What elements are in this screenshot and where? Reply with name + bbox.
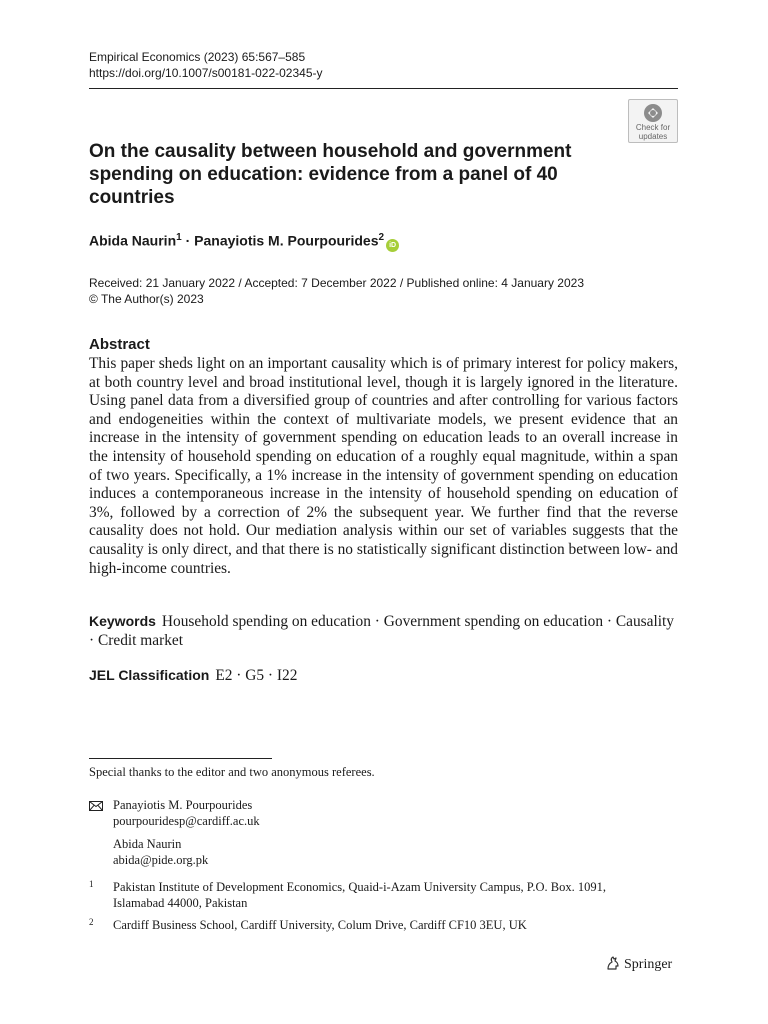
affiliation-text: Cardiff Business School, Cardiff University, Colum Drive, Cardiff CF10 3EU, UK bbox=[113, 918, 527, 932]
affiliation-number: 1 bbox=[89, 879, 94, 889]
affiliation-sup: 2 bbox=[378, 232, 385, 243]
affiliation-text: Pakistan Institute of Development Economics, Quaid-i-Azam University Campus, P.O. Box. 1091, Islamabad 44000, Pakistan bbox=[113, 880, 606, 910]
header-rule bbox=[89, 88, 678, 89]
paper-title: On the causality between household and government spending on education: evidence from a panel of 40 countries bbox=[89, 141, 572, 208]
copyright-line: © The Author(s) 2023 bbox=[89, 292, 204, 306]
publisher-name: Springer bbox=[624, 957, 673, 972]
keywords-text: Household spending on education · Government spending on education · Causality · Credit market bbox=[89, 613, 674, 649]
contact-name: Abida Naurin bbox=[113, 837, 182, 851]
jel-section bbox=[89, 667, 297, 685]
check-for-updates-badge[interactable] bbox=[628, 99, 678, 143]
footnote-rule bbox=[89, 758, 272, 759]
history-line: Received: 21 January 2022 / Accepted: 7 December 2022 / Published online: 4 January 2023 bbox=[89, 276, 584, 290]
publication-dates bbox=[89, 275, 584, 307]
crossmark-icon bbox=[642, 103, 664, 123]
keywords-section bbox=[89, 612, 678, 650]
keywords-label: Keywords bbox=[89, 613, 156, 629]
author-separator: · bbox=[181, 232, 195, 249]
affiliation-sup: 1 bbox=[176, 232, 182, 243]
affiliation-2 bbox=[89, 917, 649, 933]
doi-link[interactable]: https://doi.org/10.1007/s00181-022-02345-y bbox=[89, 66, 323, 80]
author-list bbox=[89, 232, 399, 252]
affiliation-1 bbox=[89, 879, 649, 911]
author-name[interactable]: Panayiotis M. Pourpourides bbox=[194, 232, 379, 249]
badge-text-2: updates bbox=[638, 132, 668, 141]
abstract-heading: Abstract bbox=[89, 336, 150, 353]
orcid-icon[interactable]: iD bbox=[386, 239, 399, 252]
jel-codes: E2 · G5 · I22 bbox=[215, 667, 298, 684]
badge-text-1: Check for bbox=[635, 123, 671, 132]
envelope-icon bbox=[89, 801, 103, 811]
abstract-text: This paper sheds light on an important causality which is of primary interest for policy makers, at both country level and broad institutional level, though it is largely ignored in the literature. Using panel data from a diversified group of countries and after controlling for various factors and endogeneities within the context of multivariate models, we present evidence that an increase in the intensity of government spending on education leads to an overall increase in the intensity of household spending on education of a roughly equal magnitude, within a span of two years. Specifically, a 1% increase in the intensity of government spending on education induces a contemporaneous increase in the intensity of household spending on education of 3%, followed by a correction of 2% the subsequent year. We further find that the reverse causality does not hold. Our mediation analysis within our set of variables suggests that the causality is only direct, and that there is no statistically significant distinction between low- and high-income countries. bbox=[89, 355, 678, 577]
journal-header bbox=[89, 49, 323, 81]
affiliation-number: 2 bbox=[89, 917, 94, 927]
springer-horse-icon bbox=[605, 955, 621, 971]
contact-email[interactable]: abida@pide.org.pk bbox=[113, 853, 209, 867]
acknowledgement: Special thanks to the editor and two anonymous referees. bbox=[89, 765, 375, 779]
contact-name: Panayiotis M. Pourpourides bbox=[113, 798, 253, 812]
journal-citation: Empirical Economics (2023) 65:567–585 bbox=[89, 50, 306, 64]
publisher-logo bbox=[605, 955, 672, 973]
contact-email[interactable]: pourpouridesp@cardiff.ac.uk bbox=[113, 814, 260, 828]
contact-info bbox=[113, 797, 260, 868]
jel-label: JEL Classification bbox=[89, 667, 210, 683]
author-name[interactable]: Abida Naurin bbox=[89, 232, 177, 249]
